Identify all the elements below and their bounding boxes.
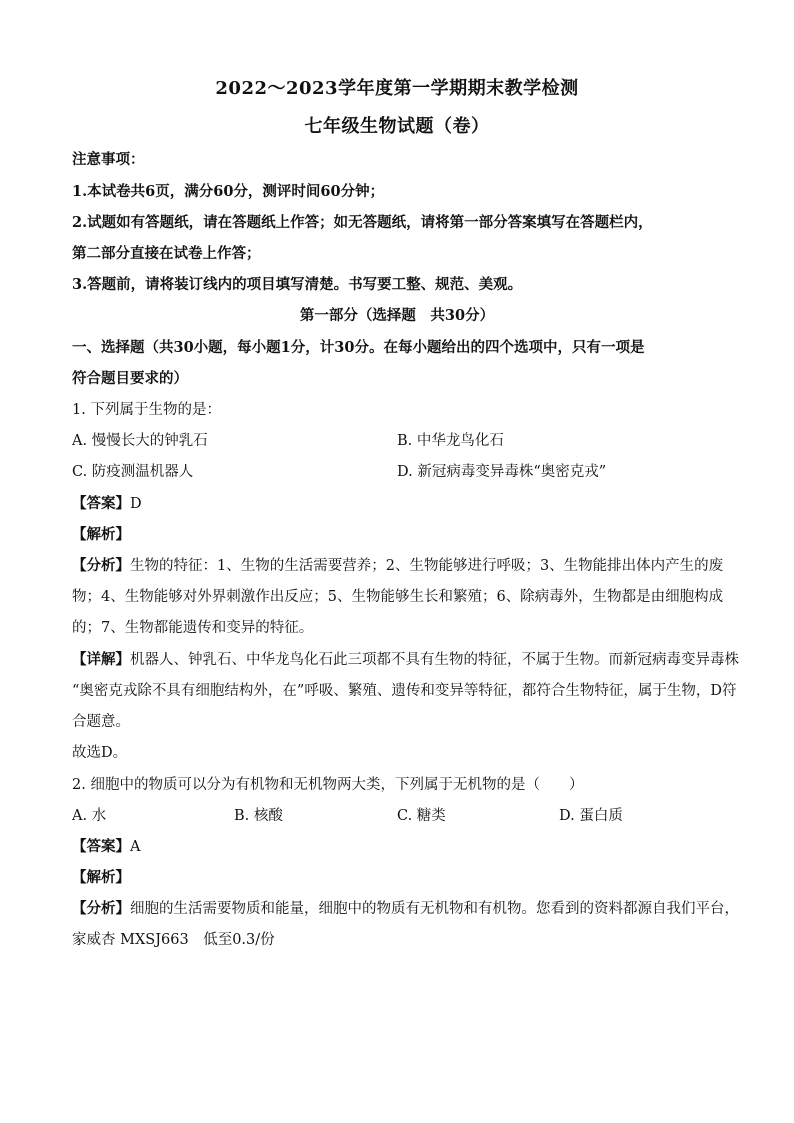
notice-item-3: 3.答题前，请将装订线内的项目填写清楚。书写要工整、规范、美观。 [72,276,523,293]
q1-option-c: C. 防疫测温机器人 [72,464,194,480]
q1-fenxi-3: 的；7、生物都能遗传和变异的特征。 [72,620,314,636]
xiangjie-tag: 【详解】 [72,651,130,668]
q1-fenxi-text-1: 生物的特征：1、生物的生活需要营养；2、生物能够进行呼吸；3、生物能排出体内产生的废 [130,558,724,574]
q1-xiangjie-1 [72,650,739,670]
q1-fenxi-2: 物；4、生物能够对外界刺激作出反应；5、生物能够生长和繁殖；6、除病毒外，生物都是由细胞构成 [72,589,724,605]
q1-answer-value: D [130,496,142,512]
answer-tag: 【答案】 [72,838,130,855]
fenxi-tag: 【分析】 [72,557,130,574]
exam-title: 2022～2023学年度第一学期期末教学检测 [215,78,579,99]
q1-xiangjie-3: 合题意。 [72,714,130,730]
notice-item-2: 2.试题如有答题纸，请在答题纸上作答；如无答题纸，请将第一部分答案填写在答题栏内， [72,214,653,231]
answer-tag: 【答案】 [72,495,130,512]
q1-fenxi-1 [72,556,722,576]
notice-heading: 注意事项： [72,151,145,168]
q2-option-d: D. 蛋白质 [559,808,623,824]
q2-option-a: A. 水 [72,808,107,824]
q2-stem: 2. 细胞中的物质可以分为有机物和无机物两大类，下列属于无机物的是（ ） [72,777,584,793]
q1-xiangjie-2: “奥密克戎除不具有细胞结构外，在”呼吸、繁殖、遗传和变异等特征，都符合生物特征，属于生物，D符 [72,683,737,699]
q2-analysis-tag: 【解析】 [72,869,130,886]
section-instruction-cont: 符合题目要求的） [72,370,188,387]
q1-conclusion: 故选D。 [72,745,128,761]
q1-answer [72,494,722,514]
fenxi-tag: 【分析】 [72,900,130,917]
q1-option-d: D. 新冠病毒变异毒株“奥密克戎” [397,464,607,480]
footer-note: 家威杏 MXSJ663 低至0.3/份 [72,932,275,948]
q2-answer-value: A [130,839,141,855]
notice-item-2-cont: 第二部分直接在试卷上作答； [72,245,261,262]
q1-xiangjie-text-1: 机器人、钟乳石、中华龙鸟化石此三项都不具有生物的特征，不属于生物。而新冠病毒变异毒株 [130,652,739,668]
q2-fenxi-text-1: 细胞的生活需要物质和能量，细胞中的物质有无机物和有机物。您看到的资料都源自我们平台， [130,901,739,917]
q1-option-a: A. 慢慢长大的钟乳石 [72,433,208,449]
q2-fenxi-1 [72,899,739,919]
q2-answer [72,837,722,857]
part1-heading: 第一部分（选择题 共30分） [299,307,495,324]
notice-item-1: 1.本试卷共6页，满分60分，测评时间60分钟； [72,183,385,200]
q1-analysis-tag: 【解析】 [72,526,130,543]
section-instruction: 一、选择题（共30小题，每小题1分，计30分。在每小题给出的四个选项中，只有一项是 [72,339,645,356]
exam-subtitle: 七年级生物试题（卷） [304,116,490,137]
q1-stem: 1. 下列属于生物的是： [72,402,221,418]
q2-option-c: C. 糖类 [397,808,446,824]
q1-option-b: B. 中华龙鸟化石 [397,433,504,449]
q2-option-b: B. 核酸 [234,808,283,824]
